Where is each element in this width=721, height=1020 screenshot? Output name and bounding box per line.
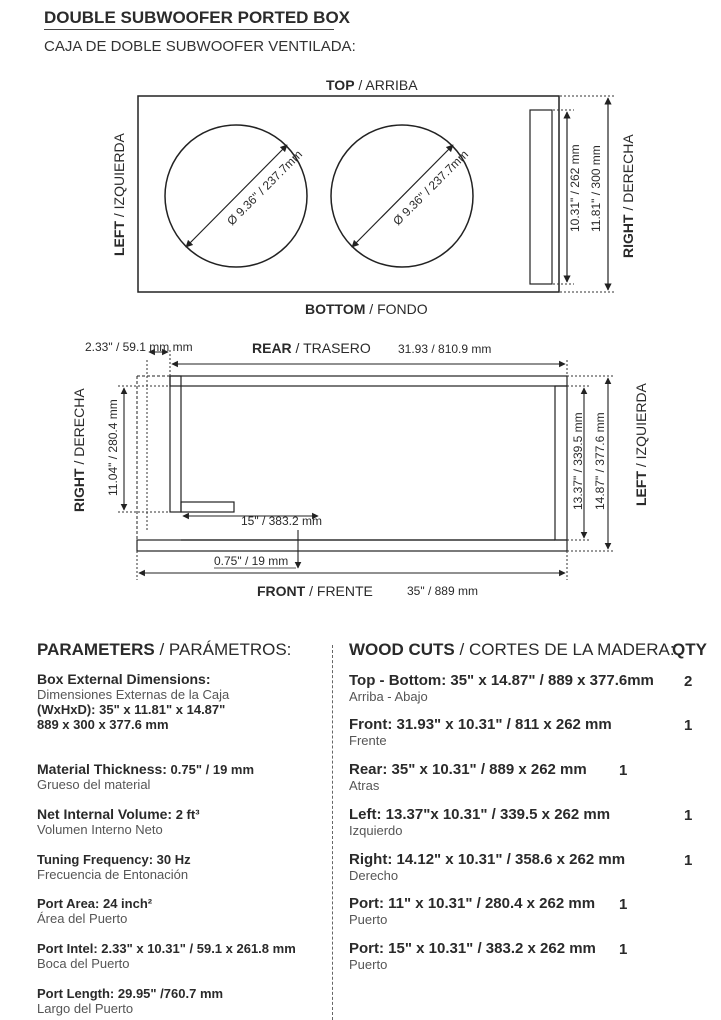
qty-rear: 1 [619,762,628,779]
thickness-label: 0.75" / 19 mm [214,554,289,568]
port-wall-short [181,502,234,512]
wood-cut-port-15: Port: 15" x 10.31" / 383.2 x 262 mm Puerto [349,940,596,972]
qty-port-11: 1 [619,896,628,913]
param-port-intel: Port Intel: 2.33" x 10.31" / 59.1 x 261.8 mm Boca del Puerto [37,941,296,971]
qty-heading: QTY [672,640,707,659]
top-view-diagram [0,0,721,320]
param-box-dimensions: Box External Dimensions: Dimensiones Externas de la Caja (WxHxD): 35" x 11.81" x 14.87" 889 x 300 x 377.6 mm [37,671,230,732]
left-side-label: LEFT / IZQUIERDA [633,383,649,506]
param-net-volume: Net Internal Volume: 2 ft³ Volumen Interno Neto [37,806,200,837]
outer-depth-label: 14.87" / 377.6 mm [593,412,607,510]
rear-panel [170,376,567,386]
page-subtitle: CAJA DE DOBLE SUBWOOFER VENTILADA: [44,38,356,55]
cutout-2-label: Ø 9.36" / 237.7mm [390,147,472,229]
top-view-port [530,110,552,284]
qty-front: 1 [684,717,693,734]
wood-cut-right: Right: 14.12" x 10.31" / 358.6 x 262 mm Derecho [349,851,626,883]
qty-port-15: 1 [619,941,628,958]
qty-left: 1 [684,807,693,824]
side-view-diagram [0,320,721,610]
outer-length-label: 35" / 889 mm [407,584,478,598]
cutout-1-diameter-arrow [186,145,287,247]
wood-cut-port-11: Port: 11" x 10.31" / 280.4 x 262 mm Puerto [349,895,596,927]
inner-height-label: 10.31" / 262 mm [568,144,582,232]
param-material-thickness: Material Thickness: 0.75" / 19 mm Grueso del material [37,761,255,792]
left-label: LEFT / IZQUIERDA [111,133,127,256]
front-panel [137,540,567,551]
cutout-2-diameter-arrow [352,145,453,247]
param-port-length: Port Length: 29.95" /760.7 mm Largo del Puerto [37,986,224,1016]
page-title: DOUBLE SUBWOOFER PORTED BOX [44,8,351,27]
param-port-area: Port Area: 24 inch² Área del Puerto [37,896,153,926]
cutout-1-label: Ø 9.36" / 237.7mm [224,147,306,229]
qty-top-bottom: 2 [684,673,693,690]
right-panel-wall [170,376,181,512]
right-side-label: RIGHT / DERECHA [71,388,87,512]
wood-cuts-heading: WOOD CUTS / CORTES DE LA MADERA: [349,640,675,659]
right-height-label: 11.04" / 280.4 mm [106,399,120,496]
wood-cut-left: Left: 13.37"x 10.31" / 339.5 x 262 mm Izquierdo [349,806,611,838]
top-label: TOP / ARRIBA [326,77,418,93]
wood-cut-front: Front: 31.93" x 10.31" / 811 x 262 mm Frente [349,716,612,748]
port-length-label: 15" / 383.2 mm [241,514,322,528]
inner-length-label: 31.93 / 810.9 mm [398,342,492,356]
column-divider [332,645,333,1020]
right-label: RIGHT / DERECHA [620,134,636,258]
front-label: FRONT / FRENTE [257,583,373,599]
qty-right: 1 [684,852,693,869]
param-tuning-frequency: Tuning Frequency: 30 Hz Frecuencia de Entonación [37,852,191,882]
outer-height-label: 11.81" / 300 mm [589,145,603,232]
bottom-label: BOTTOM / FONDO [305,301,428,317]
wood-cut-top-bottom: Top - Bottom: 35" x 14.87" / 889 x 377.6mm Arriba - Abajo [349,672,654,704]
inner-depth-label: 13.37" / 339.5 mm [571,412,585,510]
parameters-heading: PARAMETERS / PARÁMETROS: [37,640,292,659]
wood-cut-rear: Rear: 35" x 10.31" / 889 x 262 mm Atras [349,761,587,793]
left-panel [555,386,567,540]
port-intel-dim-label: 2.33" / 59.1 mm mm [85,340,193,354]
rear-label: REAR / TRASERO [252,340,371,356]
top-view-box [138,96,559,292]
